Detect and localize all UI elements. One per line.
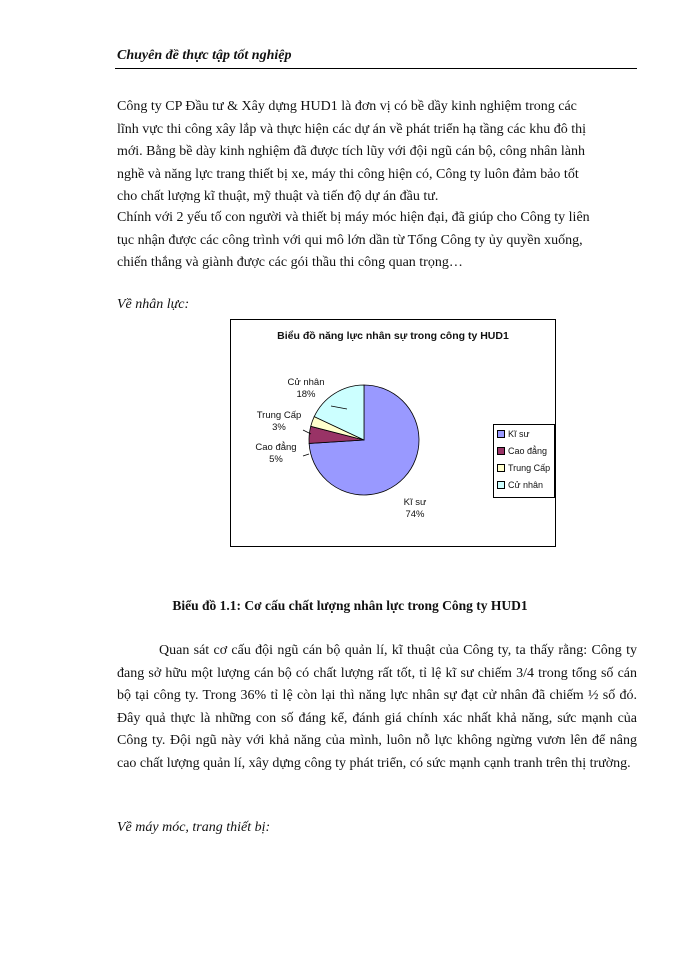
label-cu-nhan xyxy=(281,377,331,401)
legend-label: Kĩ sư xyxy=(508,429,530,439)
section-heading-equipment: Về máy móc, trang thiết bị: xyxy=(117,820,271,835)
label-cao-dang-value: 5% xyxy=(269,454,283,465)
legend-swatch xyxy=(497,481,505,489)
legend-item xyxy=(494,426,554,442)
intro-line: tục nhận được các công trình với qui mô lớn dần từ Tổng Công ty ủy quyền xuống, xyxy=(117,232,583,248)
intro-paragraph-2 xyxy=(117,207,637,275)
intro-line: mới. Bằng bề dày kinh nghiệm đã được tích lũy với đội ngũ cán bộ, công nhân lành xyxy=(117,144,585,159)
header-title: Chuyên đề thực tập tốt nghiệp xyxy=(117,48,292,63)
legend-item xyxy=(494,477,554,493)
intro-line: lĩnh vực thi công xây lắp và thực hiện các dự án về phát triển hạ tầng các khu đô thị xyxy=(117,121,587,137)
label-trung-cap-name: Trung Cấp xyxy=(256,410,302,421)
header-rule xyxy=(115,68,637,69)
legend-swatch xyxy=(497,447,505,455)
leader-cao-dang xyxy=(303,454,309,456)
legend-label: Trung Cấp xyxy=(508,463,551,473)
analysis-text: Quan sát cơ cấu đội ngũ cán bộ quản lí, kĩ thuật của Công ty, ta thấy rằng: Công ty đang sở hữu một lượng cán bộ có chất lượng rất tốt, tỉ lệ kĩ sư chiếm 3/4 trong tổng số cán bộ tại công ty. Trong 36% tỉ lệ còn lại thì năng lực nhân sự đạt cử nhân đã chiếm ½ số đó. Đây quả thực là những con số đáng kể, đánh giá chính xác nhất khả năng, sức mạnh của Công ty. Đội ngũ này với khả năng của mình, luôn nỗ lực không ngừng vươn lên để nâng cao chất lượng quản lí, xây dựng công ty phát triển, có sức mạnh cạnh tranh trên thị trường. xyxy=(117,643,637,771)
legend-swatch xyxy=(497,430,505,438)
pie-chart xyxy=(230,319,556,547)
label-cao-dang-name: Cao đẳng xyxy=(255,442,297,453)
label-ki-su-value: 74% xyxy=(405,509,425,520)
intro-line: Chính với 2 yếu tố con người và thiết bị máy móc hiện đại, đã giúp cho Công ty liên xyxy=(117,210,590,225)
intro-line: Công ty CP Đầu tư & Xây dựng HUD1 là đơn vị có bề dầy kinh nghiệm trong các xyxy=(117,99,577,114)
chart-legend xyxy=(493,424,555,498)
legend-label: Cử nhân xyxy=(508,480,544,490)
legend-item xyxy=(494,443,554,459)
label-trung-cap-value: 3% xyxy=(272,422,286,433)
label-cu-nhan-name: Cử nhân xyxy=(287,377,325,388)
chart-caption: Biểu đồ 1.1: Cơ cấu chất lượng nhân lực trong Công ty HUD1 xyxy=(172,598,528,613)
label-cu-nhan-value: 18% xyxy=(296,389,316,400)
label-ki-su xyxy=(395,497,435,521)
label-cao-dang xyxy=(250,442,302,466)
section-heading-personnel: Về nhân lực: xyxy=(117,297,190,312)
legend-item xyxy=(494,460,554,476)
chart-title: Biểu đồ năng lực nhân sự trong công ty HUD1 xyxy=(277,330,509,342)
intro-line: cho chất lượng kĩ thuật, mỹ thuật và tiến độ dự án đầu tư. xyxy=(117,189,439,204)
intro-paragraph-1 xyxy=(117,96,637,209)
intro-line: chiến thắng và giành được các gói thầu thi công quan trọng… xyxy=(117,255,463,270)
label-ki-su-name: Kĩ sư xyxy=(403,497,427,508)
label-trung-cap xyxy=(251,410,307,434)
analysis-paragraph xyxy=(117,640,637,775)
legend-swatch xyxy=(497,464,505,472)
legend-label: Cao đẳng xyxy=(508,446,548,456)
intro-line: nghề và năng lực trang thiết bị xe, máy thi công hiện có, Công ty luôn đảm bảo tốt xyxy=(117,166,579,182)
